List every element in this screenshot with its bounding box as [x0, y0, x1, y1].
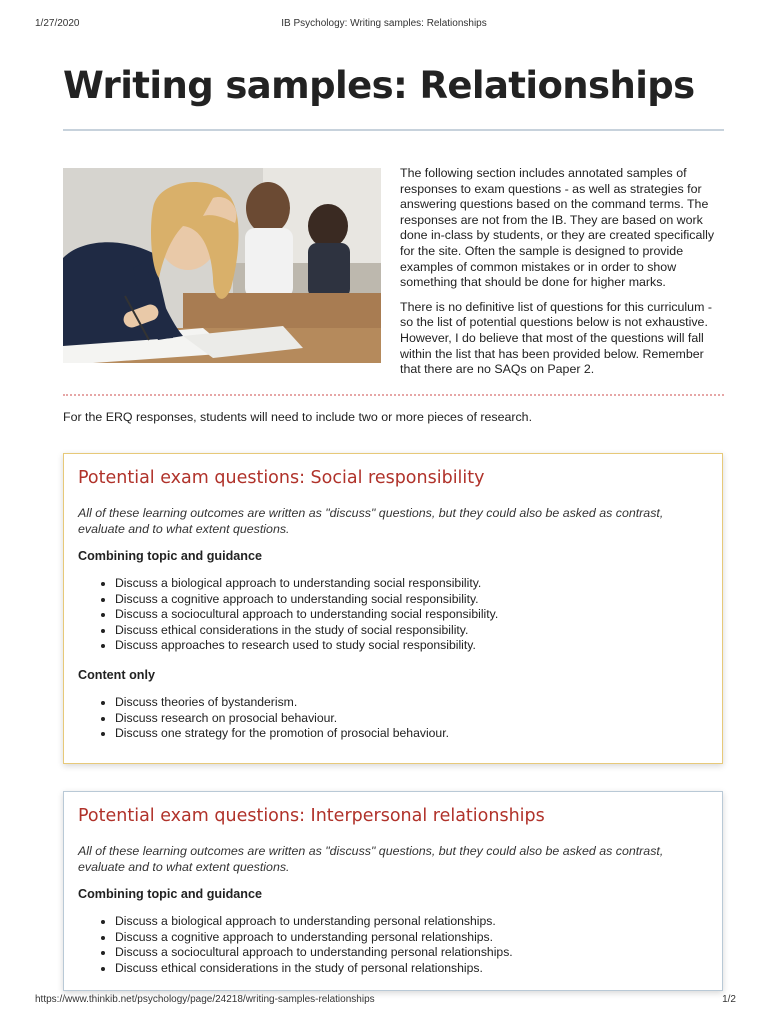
- combining-heading: Combining topic and guidance: [78, 549, 263, 563]
- section-divider: [63, 394, 724, 396]
- intro-paragraph: There is no definitive list of questions for this curriculum - so the list of potential questions below is not exhaustive. However, I do believe that most of the questions will fall within the list that has been provided below. Remember that there are no SAQs on Paper 2.: [400, 299, 712, 377]
- content-only-heading: Content only: [78, 667, 155, 682]
- list-item: • Discuss a sociocultural approach to understanding social responsibility.: [115, 607, 707, 623]
- print-document-title: IB Psychology: Writing samples: Relationships: [281, 18, 487, 29]
- interpersonal-relationships-box: [63, 791, 723, 991]
- intro-text: [400, 166, 726, 387]
- combining-heading: Combining topic and guidance: [78, 887, 263, 901]
- erq-note: For the ERQ responses, students will need to include two or more pieces of research.: [63, 410, 533, 424]
- list-item: • Discuss a cognitive approach to understanding social responsibility.: [115, 592, 707, 608]
- student-writing-exam-image: [63, 168, 381, 363]
- list-item: • Discuss theories of bystanderism.: [115, 695, 707, 711]
- social-responsibility-box: [63, 453, 723, 764]
- page-url: https://www.thinkib.net/psychology/page/24218/writing-samples-relationships: [35, 994, 375, 1005]
- intro-paragraph: The following section includes annotated samples of responses to exam questions - as well as strategies for answering questions based on the command terms. The responses are not from the IB. They are based on work done in-class by students, or they are created specifically for the site. Often the sample is designed to provide examples of common mistakes or in order to show something that should be done for higher marks.: [400, 166, 715, 290]
- social-responsibility-title: Potential exam questions: Social responsibility: [78, 468, 485, 488]
- list-item: • Discuss one strategy for the promotion of prosocial behaviour.: [115, 726, 707, 742]
- print-date: 1/27/2020: [35, 18, 80, 29]
- page-title: Writing samples: Relationships: [63, 64, 695, 107]
- interpersonal-relationships-title: Potential exam questions: Interpersonal relationships: [78, 806, 545, 826]
- combining-list: [78, 914, 707, 976]
- list-item: • Discuss ethical considerations in the study of personal relationships.: [115, 961, 707, 977]
- combining-list: [78, 576, 707, 654]
- page-number: 1/2: [722, 994, 736, 1005]
- interpersonal-lede: All of these learning outcomes are written as "discuss" questions, but they could also be asked as contrast, evaluate and to what extent questions.: [78, 844, 664, 874]
- title-divider: [63, 129, 724, 131]
- content-only-list: [78, 695, 707, 742]
- list-item: • Discuss approaches to research used to study social responsibility.: [115, 638, 707, 654]
- social-lede: All of these learning outcomes are written as "discuss" questions, but they could also be asked as contrast, evaluate and to what extent questions.: [78, 506, 664, 536]
- list-item: • Discuss a cognitive approach to understanding personal relationships.: [115, 930, 707, 946]
- list-item: • Discuss a sociocultural approach to understanding personal relationships.: [115, 945, 707, 961]
- list-item: • Discuss a biological approach to understanding personal relationships.: [115, 914, 707, 930]
- list-item: • Discuss ethical considerations in the study of social responsibility.: [115, 623, 707, 639]
- list-item: • Discuss a biological approach to understanding social responsibility.: [115, 576, 707, 592]
- list-item: • Discuss research on prosocial behaviour.: [115, 711, 707, 727]
